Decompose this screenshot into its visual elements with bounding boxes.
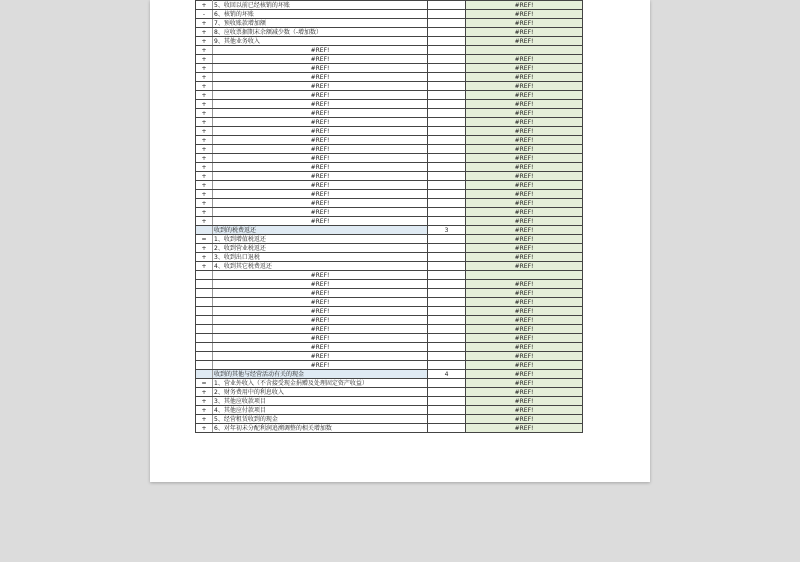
item-label-cell[interactable]: 9、其他业务收入 <box>213 37 428 46</box>
value-cell[interactable]: #REF! <box>466 235 583 244</box>
value-cell[interactable]: #REF! <box>466 190 583 199</box>
value-cell[interactable]: #REF! <box>466 37 583 46</box>
value-cell[interactable]: #REF! <box>466 316 583 325</box>
value-cell[interactable]: #REF! <box>466 325 583 334</box>
sign-cell[interactable]: + <box>196 163 213 172</box>
sign-cell[interactable]: + <box>196 46 213 55</box>
sign-cell[interactable] <box>196 352 213 361</box>
ref-error-cell[interactable]: #REF! <box>213 271 428 280</box>
ref-error-cell[interactable]: #REF! <box>213 154 428 163</box>
item-label-cell[interactable]: 2、财务费用中的利息收入 <box>213 388 428 397</box>
sign-cell[interactable]: + <box>196 136 213 145</box>
ref-error-cell[interactable]: #REF! <box>213 289 428 298</box>
ref-error-cell[interactable]: #REF! <box>213 73 428 82</box>
table-row <box>196 118 583 127</box>
value-cell[interactable]: #REF! <box>466 379 583 388</box>
ref-error-cell[interactable]: #REF! <box>213 172 428 181</box>
line-number-cell[interactable] <box>428 253 466 262</box>
table-row <box>196 145 583 154</box>
sign-cell[interactable]: + <box>196 172 213 181</box>
table-row <box>196 271 583 280</box>
value-cell[interactable]: #REF! <box>466 127 583 136</box>
sign-cell[interactable]: + <box>196 208 213 217</box>
ref-error-cell[interactable]: #REF! <box>213 208 428 217</box>
line-number-cell[interactable] <box>428 262 466 271</box>
line-number-cell[interactable] <box>428 190 466 199</box>
sign-cell[interactable] <box>196 343 213 352</box>
table-row <box>196 190 583 199</box>
line-number-cell[interactable] <box>428 244 466 253</box>
item-label-cell[interactable]: 收到的其他与经营活动有关的现金 <box>213 370 428 379</box>
table-row <box>196 64 583 73</box>
line-number-cell[interactable] <box>428 91 466 100</box>
table-row <box>196 19 583 28</box>
ref-error-cell[interactable]: #REF! <box>213 181 428 190</box>
value-cell[interactable]: #REF! <box>466 244 583 253</box>
ref-error-cell[interactable]: #REF! <box>213 145 428 154</box>
sign-cell[interactable]: + <box>196 190 213 199</box>
sign-cell[interactable] <box>196 307 213 316</box>
sign-cell[interactable]: + <box>196 109 213 118</box>
ref-error-cell[interactable]: #REF! <box>213 46 428 55</box>
sign-cell[interactable] <box>196 316 213 325</box>
line-number-cell[interactable] <box>428 82 466 91</box>
value-cell[interactable]: #REF! <box>466 397 583 406</box>
line-number-cell[interactable] <box>428 10 466 19</box>
line-number-cell[interactable] <box>428 1 466 10</box>
line-number-cell[interactable] <box>428 280 466 289</box>
table-row <box>196 199 583 208</box>
line-number-cell[interactable] <box>428 415 466 424</box>
sign-cell[interactable]: + <box>196 118 213 127</box>
item-label-cell[interactable]: 4、收到其它税费返还 <box>213 262 428 271</box>
item-label-cell[interactable]: 3、其他应收款项目 <box>213 397 428 406</box>
value-cell[interactable]: #REF! <box>466 298 583 307</box>
ref-error-cell[interactable]: #REF! <box>213 280 428 289</box>
value-cell[interactable]: #REF! <box>466 343 583 352</box>
table-row <box>196 37 583 46</box>
value-cell[interactable]: #REF! <box>466 352 583 361</box>
table-row <box>196 244 583 253</box>
value-cell[interactable]: #REF! <box>466 406 583 415</box>
item-label-cell[interactable]: 1、营业外收入（不含接受现金捐赠及处理固定资产收益） <box>213 379 428 388</box>
line-number-cell[interactable] <box>428 271 466 280</box>
value-cell[interactable]: #REF! <box>466 415 583 424</box>
ref-error-cell[interactable]: #REF! <box>213 199 428 208</box>
line-number-cell[interactable] <box>428 28 466 37</box>
line-number-cell[interactable] <box>428 307 466 316</box>
line-number-cell[interactable] <box>428 208 466 217</box>
ref-error-cell[interactable]: #REF! <box>213 298 428 307</box>
table-row <box>196 154 583 163</box>
sign-cell[interactable]: + <box>196 37 213 46</box>
ref-error-cell[interactable]: #REF! <box>213 334 428 343</box>
table-row <box>196 136 583 145</box>
line-number-cell[interactable] <box>428 361 466 370</box>
value-cell[interactable]: #REF! <box>466 10 583 19</box>
item-label-cell[interactable]: 4、其他应付款项目 <box>213 406 428 415</box>
line-number-cell[interactable] <box>428 406 466 415</box>
line-number-cell[interactable]: 4 <box>428 370 466 379</box>
table-row <box>196 388 583 397</box>
sign-cell[interactable]: + <box>196 388 213 397</box>
sign-cell[interactable]: + <box>196 415 213 424</box>
table-row <box>196 406 583 415</box>
ref-error-cell[interactable]: #REF! <box>213 352 428 361</box>
table-row <box>196 298 583 307</box>
sign-cell[interactable] <box>196 280 213 289</box>
value-cell[interactable]: #REF! <box>466 217 583 226</box>
table-row <box>196 181 583 190</box>
value-cell[interactable]: #REF! <box>466 262 583 271</box>
table-row <box>196 325 583 334</box>
table-row <box>196 343 583 352</box>
value-cell[interactable]: #REF! <box>466 253 583 262</box>
sign-cell[interactable]: + <box>196 127 213 136</box>
line-number-cell[interactable] <box>428 397 466 406</box>
line-number-cell[interactable] <box>428 127 466 136</box>
ref-error-cell[interactable]: #REF! <box>213 325 428 334</box>
line-number-cell[interactable] <box>428 424 466 433</box>
sign-cell[interactable] <box>196 289 213 298</box>
table-row <box>196 379 583 388</box>
line-number-cell[interactable] <box>428 64 466 73</box>
value-cell[interactable]: #REF! <box>466 226 583 235</box>
value-cell[interactable]: #REF! <box>466 64 583 73</box>
sign-cell[interactable]: + <box>196 199 213 208</box>
sign-cell[interactable] <box>196 334 213 343</box>
value-cell[interactable]: #REF! <box>466 280 583 289</box>
ref-error-cell[interactable]: #REF! <box>213 82 428 91</box>
ref-error-cell[interactable]: #REF! <box>213 127 428 136</box>
value-cell[interactable]: #REF! <box>466 388 583 397</box>
table-row <box>196 109 583 118</box>
sign-cell[interactable]: + <box>196 262 213 271</box>
line-number-cell[interactable] <box>428 334 466 343</box>
table-row <box>196 289 583 298</box>
sign-cell[interactable] <box>196 370 213 379</box>
line-number-cell[interactable] <box>428 145 466 154</box>
item-label-cell[interactable]: 收到的税费返还 <box>213 226 428 235</box>
line-number-cell[interactable] <box>428 55 466 64</box>
line-number-cell[interactable] <box>428 172 466 181</box>
sign-cell[interactable]: + <box>196 55 213 64</box>
sign-cell[interactable]: + <box>196 217 213 226</box>
table-row <box>196 253 583 262</box>
sign-cell[interactable]: + <box>196 406 213 415</box>
sign-cell[interactable]: - <box>196 10 213 19</box>
ref-error-cell[interactable]: #REF! <box>213 217 428 226</box>
cash-flow-worksheet <box>195 0 583 433</box>
value-cell[interactable]: #REF! <box>466 199 583 208</box>
sign-cell[interactable]: + <box>196 19 213 28</box>
line-number-cell[interactable] <box>428 154 466 163</box>
ref-error-cell[interactable]: #REF! <box>213 307 428 316</box>
line-number-cell[interactable] <box>428 73 466 82</box>
line-number-cell[interactable] <box>428 199 466 208</box>
table-row <box>196 316 583 325</box>
value-cell[interactable]: #REF! <box>466 82 583 91</box>
item-label-cell[interactable]: 1、收到增值税返还 <box>213 235 428 244</box>
sign-cell[interactable]: + <box>196 100 213 109</box>
value-cell[interactable]: #REF! <box>466 163 583 172</box>
table-row <box>196 10 583 19</box>
table-row <box>196 397 583 406</box>
table-row <box>196 82 583 91</box>
table-row <box>196 55 583 64</box>
table-row <box>196 352 583 361</box>
value-cell[interactable]: #REF! <box>466 208 583 217</box>
value-cell[interactable]: #REF! <box>466 100 583 109</box>
sign-cell[interactable] <box>196 298 213 307</box>
table-row <box>196 235 583 244</box>
table-row <box>196 361 583 370</box>
value-cell[interactable]: #REF! <box>466 1 583 10</box>
ref-error-cell[interactable]: #REF! <box>213 343 428 352</box>
line-number-cell[interactable] <box>428 325 466 334</box>
value-cell[interactable] <box>466 271 583 280</box>
value-cell[interactable]: #REF! <box>466 361 583 370</box>
item-label-cell[interactable]: 5、经营租赁收到的现金 <box>213 415 428 424</box>
line-number-cell[interactable] <box>428 19 466 28</box>
line-number-cell[interactable] <box>428 316 466 325</box>
sign-cell[interactable]: + <box>196 154 213 163</box>
table-row <box>196 424 583 433</box>
sign-cell[interactable]: + <box>196 64 213 73</box>
sign-cell[interactable]: + <box>196 1 213 10</box>
table-row <box>196 1 583 10</box>
line-number-cell[interactable] <box>428 46 466 55</box>
line-number-cell[interactable] <box>428 181 466 190</box>
sign-cell[interactable]: + <box>196 181 213 190</box>
item-label-cell[interactable]: 5、收回以前已经核销的坏账 <box>213 1 428 10</box>
table-row <box>196 28 583 37</box>
ref-error-cell[interactable]: #REF! <box>213 190 428 199</box>
sign-cell[interactable] <box>196 361 213 370</box>
sign-cell[interactable]: + <box>196 424 213 433</box>
sign-cell[interactable]: + <box>196 244 213 253</box>
table-row <box>196 217 583 226</box>
item-label-cell[interactable]: 6、对年初未分配利润追溯调整的相关增加数 <box>213 424 428 433</box>
line-number-cell[interactable] <box>428 217 466 226</box>
ref-error-cell[interactable]: #REF! <box>213 136 428 145</box>
ref-error-cell[interactable]: #REF! <box>213 100 428 109</box>
item-label-cell[interactable]: 2、收到营业税返还 <box>213 244 428 253</box>
item-label-cell[interactable]: 6、核销的坏账 <box>213 10 428 19</box>
value-cell[interactable]: #REF! <box>466 73 583 82</box>
line-number-cell[interactable] <box>428 352 466 361</box>
value-cell[interactable]: #REF! <box>466 172 583 181</box>
table-row <box>196 46 583 55</box>
value-cell[interactable]: #REF! <box>466 307 583 316</box>
value-cell[interactable]: #REF! <box>466 289 583 298</box>
section-row <box>196 370 583 379</box>
table-row <box>196 262 583 271</box>
table-row <box>196 91 583 100</box>
sign-cell[interactable]: + <box>196 91 213 100</box>
sign-cell[interactable]: + <box>196 397 213 406</box>
table-row <box>196 208 583 217</box>
line-number-cell[interactable] <box>428 118 466 127</box>
line-number-cell[interactable] <box>428 100 466 109</box>
table-row <box>196 127 583 136</box>
ref-error-cell[interactable]: #REF! <box>213 91 428 100</box>
line-number-cell[interactable] <box>428 388 466 397</box>
value-cell[interactable] <box>466 46 583 55</box>
table-row <box>196 172 583 181</box>
sign-cell[interactable]: = <box>196 235 213 244</box>
sign-cell[interactable]: + <box>196 145 213 154</box>
line-number-cell[interactable] <box>428 289 466 298</box>
value-cell[interactable]: #REF! <box>466 145 583 154</box>
worksheet-body <box>196 1 583 433</box>
ref-error-cell[interactable]: #REF! <box>213 118 428 127</box>
sign-cell[interactable]: + <box>196 73 213 82</box>
line-number-cell[interactable]: 3 <box>428 226 466 235</box>
table-row <box>196 415 583 424</box>
ref-error-cell[interactable]: #REF! <box>213 55 428 64</box>
sign-cell[interactable]: + <box>196 82 213 91</box>
value-cell[interactable]: #REF! <box>466 55 583 64</box>
value-cell[interactable]: #REF! <box>466 424 583 433</box>
sign-cell[interactable]: + <box>196 253 213 262</box>
line-number-cell[interactable] <box>428 298 466 307</box>
line-number-cell[interactable] <box>428 379 466 388</box>
value-cell[interactable]: #REF! <box>466 136 583 145</box>
section-row <box>196 226 583 235</box>
value-cell[interactable]: #REF! <box>466 370 583 379</box>
ref-error-cell[interactable]: #REF! <box>213 64 428 73</box>
ref-error-cell[interactable]: #REF! <box>213 361 428 370</box>
item-label-cell[interactable]: 7、预收账款增加额 <box>213 19 428 28</box>
sign-cell[interactable]: = <box>196 379 213 388</box>
table-row <box>196 280 583 289</box>
item-label-cell[interactable]: 3、收到出口退税 <box>213 253 428 262</box>
value-cell[interactable]: #REF! <box>466 19 583 28</box>
ref-error-cell[interactable]: #REF! <box>213 316 428 325</box>
table-row <box>196 163 583 172</box>
table-row <box>196 100 583 109</box>
sign-cell[interactable]: + <box>196 28 213 37</box>
line-number-cell[interactable] <box>428 163 466 172</box>
value-cell[interactable]: #REF! <box>466 109 583 118</box>
table-row <box>196 73 583 82</box>
line-number-cell[interactable] <box>428 136 466 145</box>
line-number-cell[interactable] <box>428 343 466 352</box>
sign-cell[interactable] <box>196 325 213 334</box>
table-row <box>196 307 583 316</box>
line-number-cell[interactable] <box>428 37 466 46</box>
value-cell[interactable]: #REF! <box>466 91 583 100</box>
value-cell[interactable]: #REF! <box>466 118 583 127</box>
item-label-cell[interactable]: 8、应收票据期末余额减少数（-增加数） <box>213 28 428 37</box>
value-cell[interactable]: #REF! <box>466 154 583 163</box>
line-number-cell[interactable] <box>428 235 466 244</box>
value-cell[interactable]: #REF! <box>466 28 583 37</box>
table-row <box>196 334 583 343</box>
sign-cell[interactable] <box>196 271 213 280</box>
ref-error-cell[interactable]: #REF! <box>213 163 428 172</box>
value-cell[interactable]: #REF! <box>466 181 583 190</box>
line-number-cell[interactable] <box>428 109 466 118</box>
ref-error-cell[interactable]: #REF! <box>213 109 428 118</box>
sign-cell[interactable] <box>196 226 213 235</box>
value-cell[interactable]: #REF! <box>466 334 583 343</box>
